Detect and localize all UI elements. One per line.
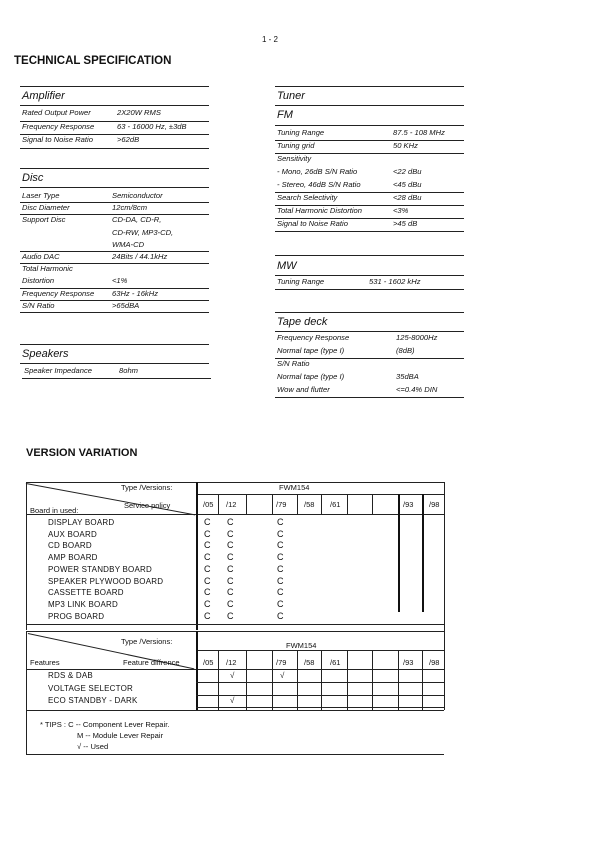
spec-label: S/N Ratio (277, 359, 310, 368)
spec-row (22, 135, 207, 149)
repair-mark: C (204, 540, 211, 551)
spec-label: Total Harmonic (22, 264, 73, 274)
spec-label: Speaker Impedance (24, 366, 92, 375)
column-line (347, 650, 348, 710)
section-rule (275, 125, 464, 126)
column-line (297, 494, 298, 514)
column-line (196, 482, 198, 630)
section-rule-top (275, 86, 464, 87)
spec-value: 63 - 16000 Hz, ±3dB (117, 121, 187, 131)
column-line (321, 494, 322, 514)
spec-label: Signal to Noise Ratio (277, 219, 348, 228)
board-name: POWER STANDBY BOARD (48, 564, 152, 574)
tape-deck-heading: Tape deck (277, 316, 328, 328)
spec-label: - Stereo, 46dB S/N Ratio (277, 180, 361, 189)
repair-mark: C (227, 552, 234, 563)
column-line (422, 650, 423, 710)
spec-value: CD-DA, CD-R, (112, 215, 162, 225)
used-mark: √ (280, 671, 285, 680)
repair-mark: C (277, 563, 284, 574)
repair-mark: C (204, 552, 211, 563)
repair-mark: C (277, 575, 284, 586)
spec-value: 63Hz - 16kHz (112, 288, 159, 298)
spec-row (22, 215, 207, 227)
feature-name: RDS & DAB (48, 671, 93, 680)
feature-row-rule (196, 682, 444, 683)
column-line (272, 494, 273, 514)
used-mark: √ (230, 671, 235, 680)
version-header-2: /93 (403, 658, 414, 667)
spec-value: (8dB) (396, 346, 415, 355)
table-rule (26, 624, 444, 625)
spec-value: 8ohm (119, 366, 138, 375)
spec-value: Semiconductor (112, 191, 163, 200)
board-name: AMP BOARD (48, 553, 98, 563)
repair-mark: C (277, 610, 284, 621)
version-header: /98 (429, 500, 440, 509)
version-header: /58 (304, 500, 315, 509)
repair-mark: C (227, 517, 234, 527)
spec-label: - Mono, 26dB S/N Ratio (277, 167, 358, 176)
repair-mark: C (227, 610, 234, 621)
version-header-2: /79 (276, 658, 287, 667)
spec-label: Frequency Response (22, 121, 95, 131)
repair-mark: C (227, 563, 234, 574)
spec-row (277, 333, 462, 346)
version-header: /61 (330, 500, 341, 509)
features-label: Features (30, 658, 60, 667)
tips-line-2: M -- Module Lever Repair (77, 731, 164, 740)
version-header-2: /58 (304, 658, 315, 667)
table-rule (26, 514, 444, 515)
column-line (218, 650, 219, 710)
column-line (196, 631, 198, 710)
version-header-2: /98 (429, 658, 440, 667)
section-rule (20, 363, 209, 364)
repair-mark: C (204, 575, 211, 586)
spec-value: 531 - 1602 kHz (369, 277, 421, 286)
version-header: /93 (403, 500, 414, 509)
column-line (246, 650, 247, 710)
row-divider (275, 231, 464, 232)
repair-mark: C (277, 552, 284, 563)
spec-row (277, 372, 462, 385)
column-line (444, 494, 445, 514)
section-rule-top (20, 168, 209, 169)
spec-row (22, 108, 207, 122)
repair-mark: C (227, 528, 234, 539)
spec-label: Laser Type (22, 191, 60, 200)
spec-value: 87.5 - 108 MHz (393, 128, 445, 137)
row-divider (275, 397, 464, 398)
repair-mark: C (227, 575, 234, 586)
section-rule (20, 187, 209, 188)
used-mark: √ (230, 696, 235, 705)
section-rule-top (20, 86, 209, 87)
spec-value: <45 dBu (393, 180, 422, 189)
repair-mark: C (227, 540, 234, 551)
spec-value: <28 dBu (393, 193, 422, 202)
version-header: /79 (276, 500, 287, 509)
column-line (218, 494, 219, 514)
section-rule-top (275, 255, 464, 256)
type-versions-label-2: Type /Versions: (121, 637, 173, 646)
repair-mark: C (204, 587, 211, 598)
spec-label: Disc Diameter (22, 203, 70, 213)
tips-line-1: * TIPS : C -- Component Lever Repair. (40, 720, 170, 729)
row-divider (22, 378, 211, 379)
table-rule (196, 650, 444, 651)
section-rule-top (275, 312, 464, 313)
spec-label: Tuning Range (277, 128, 325, 137)
row-divider (20, 148, 209, 149)
board-name: MP3 LINK BOARD (48, 599, 118, 609)
column-line (372, 494, 373, 514)
table-border-left (26, 482, 27, 630)
spec-label: Search Selectivity (277, 193, 338, 202)
spec-label: Rated Output Power (22, 108, 91, 117)
board-name: AUX BOARD (48, 529, 97, 539)
board-name: PROG BOARD (48, 611, 105, 621)
column-line (422, 494, 424, 612)
board-name: CD BOARD (48, 541, 92, 551)
repair-mark: C (277, 517, 284, 527)
service-policy-label: Service policy (124, 501, 171, 510)
tips-line-3: √ -- Used (77, 742, 109, 751)
spec-label: Tuning Range (277, 277, 325, 286)
repair-mark: C (277, 598, 284, 609)
column-line (398, 494, 400, 612)
spec-row (277, 167, 462, 180)
repair-mark: C (204, 528, 211, 539)
table-border-bottom (26, 754, 444, 755)
spec-row (277, 154, 462, 167)
section-rule (275, 331, 464, 332)
column-line (297, 650, 298, 710)
column-line (272, 650, 273, 710)
spec-row (22, 122, 207, 136)
feature-row-rule (196, 707, 444, 708)
repair-mark: C (277, 540, 284, 551)
spec-row (22, 264, 207, 276)
spec-value: 35dBA (396, 372, 419, 381)
feature-name: VOLTAGE SELECTOR (48, 683, 134, 693)
version-header-2: /05 (203, 658, 214, 667)
spec-value: CD-RW, MP3-CD, (112, 227, 174, 237)
repair-mark: C (277, 528, 284, 539)
mw-heading: MW (277, 260, 297, 272)
spec-value: WMA-CD (112, 239, 145, 249)
spec-label: Distortion (22, 276, 55, 286)
table-rule (26, 710, 444, 711)
table-rule (196, 494, 444, 495)
spec-row (277, 359, 462, 372)
row-divider (275, 289, 464, 290)
spec-value: 2X20W RMS (117, 108, 161, 117)
fm-heading: FM (277, 109, 293, 121)
spec-label: Frequency Response (277, 333, 350, 342)
spec-value: 12cm/8cm (112, 203, 148, 213)
section-rule (275, 275, 464, 276)
spec-label: Frequency Response (22, 288, 95, 298)
spec-row (22, 228, 207, 240)
model-label: FWM154 (279, 483, 310, 492)
section-rule (275, 105, 464, 106)
board-name: CASSETTE BOARD (48, 588, 124, 598)
page-title: TECHNICAL SPECIFICATION (14, 55, 172, 67)
spec-value: <1% (112, 276, 128, 286)
board-name: SPEAKER PLYWOOD BOARD (48, 576, 164, 586)
repair-mark: C (227, 598, 234, 609)
feature-name: ECO STANDBY - DARK (48, 696, 138, 705)
board-in-used-label: Board in used: (30, 506, 79, 515)
version-header: /12 (226, 500, 237, 509)
repair-mark: C (204, 517, 211, 527)
type-versions-label: Type /Versions: (121, 483, 173, 492)
spec-label: Support Disc (22, 215, 66, 225)
column-line (347, 494, 348, 514)
tuner-heading: Tuner (277, 90, 305, 102)
row-divider (20, 312, 209, 313)
section-rule (20, 105, 209, 106)
column-line (246, 494, 247, 514)
spec-label: Signal to Noise Ratio (22, 135, 93, 144)
version-header-2: /12 (226, 658, 237, 667)
table-rule (26, 669, 444, 670)
spec-value: >45 dB (393, 219, 418, 228)
board-name: DISPLAY BOARD (48, 518, 115, 527)
column-line (372, 650, 373, 710)
spec-label: Normal tape (type I) (277, 346, 345, 355)
column-line (444, 650, 445, 710)
disc-heading: Disc (22, 172, 44, 184)
spec-value: 50 KHz (393, 141, 418, 150)
spec-label: Tuning grid (277, 141, 315, 150)
model-label-2: FWM154 (286, 641, 317, 650)
spec-value: 24Bits / 44.1kHz (112, 252, 168, 261)
version-variation-title: VERSION VARIATION (26, 447, 138, 459)
spec-label: Audio DAC (22, 252, 60, 261)
repair-mark: C (227, 587, 234, 598)
spec-value: <=0.4% DIN (396, 385, 438, 394)
spec-value: <3% (393, 206, 409, 215)
spec-label: S/N Ratio (22, 300, 55, 310)
version-header-2: /61 (330, 658, 341, 667)
table-border-left (26, 631, 27, 754)
table-rule (26, 631, 444, 632)
spec-value: >65dBA (112, 300, 140, 310)
section-rule-top (20, 344, 209, 345)
spec-label: Total Harmonic Distortion (277, 206, 362, 215)
column-line (398, 650, 399, 710)
repair-mark: C (204, 610, 211, 621)
page-number: 1 - 2 (262, 35, 279, 44)
table-border-top (26, 482, 444, 483)
speakers-heading: Speakers (22, 348, 69, 360)
spec-value: <22 dBu (393, 167, 422, 176)
feature-difference-label: Feature diffrence (123, 658, 180, 667)
spec-label: Sensitivity (277, 154, 312, 163)
spec-label: Normal tape (type I) (277, 372, 345, 381)
repair-mark: C (204, 563, 211, 574)
version-header: /05 (203, 500, 214, 509)
amplifier-heading: Amplifier (22, 90, 65, 102)
spec-value: >62dB (117, 135, 140, 144)
repair-mark: C (277, 587, 284, 598)
repair-mark: C (204, 598, 211, 609)
spec-label: Wow and flutter (277, 385, 330, 394)
column-line (321, 650, 322, 710)
spec-value: 125-8000Hz (396, 333, 438, 342)
